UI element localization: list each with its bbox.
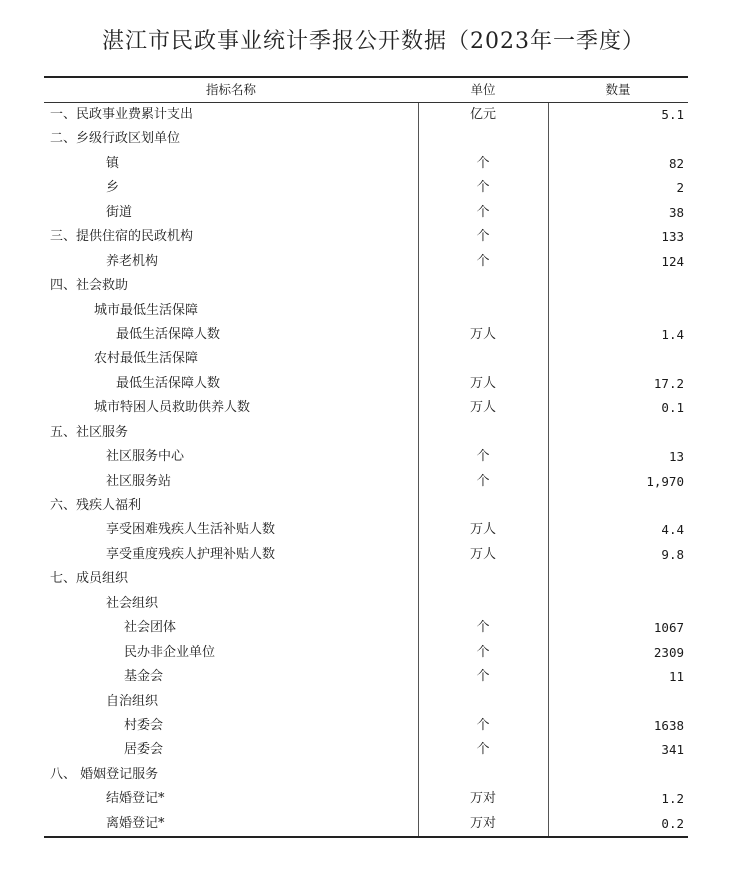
table-row	[44, 518, 688, 542]
row-value: 5.1	[661, 107, 684, 122]
table-row	[44, 445, 688, 469]
row-unit: 个	[476, 229, 490, 245]
statistics-table	[44, 76, 688, 838]
table-header	[44, 78, 688, 102]
table-row	[44, 250, 688, 274]
row-name: 自治组织	[106, 693, 159, 709]
row-name: 养老机构	[106, 253, 159, 269]
table-row	[44, 372, 688, 396]
row-value: 82	[668, 155, 684, 171]
table-bottom-rule	[44, 836, 688, 838]
table-row	[44, 567, 688, 591]
row-unit: 个	[476, 473, 490, 489]
table-row	[44, 543, 688, 567]
row-value: 2	[676, 180, 684, 196]
row-name: 三、提供住宿的民政机构	[50, 229, 194, 245]
row-unit: 万人	[469, 326, 496, 342]
row-unit: 万对	[469, 815, 496, 831]
row-name: 享受困难残疾人生活补贴人数	[106, 522, 276, 538]
table-row	[44, 714, 688, 738]
row-value: 341	[661, 742, 684, 758]
row-name: 居委会	[124, 742, 164, 758]
row-unit: 个	[476, 180, 490, 196]
row-value: 1,970	[646, 473, 684, 489]
table-row	[44, 738, 688, 762]
row-name: 社会团体	[124, 620, 177, 636]
table-row	[44, 787, 688, 811]
header-unit: 单位	[470, 82, 496, 97]
table-row	[44, 470, 688, 494]
row-name: 六、残疾人福利	[50, 498, 142, 513]
row-name: 七、成员组织	[50, 571, 129, 587]
row-unit: 万对	[469, 791, 496, 807]
row-name: 基金会	[124, 669, 164, 685]
row-value: 11	[668, 669, 684, 685]
row-unit: 个	[476, 669, 490, 685]
table-row	[44, 201, 688, 225]
table-row	[44, 763, 688, 787]
row-value: 124	[661, 253, 684, 269]
row-unit: 个	[476, 155, 490, 171]
row-name: 农村最低生活保障	[94, 351, 199, 367]
header-value: 数量	[605, 82, 631, 97]
table-row	[44, 421, 688, 445]
table-row	[44, 176, 688, 200]
row-unit: 个	[476, 644, 490, 660]
table-row	[44, 347, 688, 371]
row-value: 1638	[653, 717, 684, 733]
table-row	[44, 323, 688, 347]
row-unit: 万人	[469, 522, 496, 538]
row-name: 最低生活保障人数	[116, 326, 221, 342]
row-unit: 万人	[469, 546, 496, 562]
table-row	[44, 225, 688, 249]
row-name: 结婚登记*	[106, 791, 165, 807]
table-row	[44, 616, 688, 640]
row-value: 0.2	[661, 815, 684, 831]
table-row	[44, 396, 688, 420]
row-name: 五、社区服务	[50, 424, 129, 440]
row-value: 1.4	[661, 326, 684, 342]
row-value: 1.2	[661, 791, 684, 807]
row-name: 街道	[106, 204, 133, 220]
table-body	[44, 103, 688, 836]
row-unit: 个	[476, 717, 490, 733]
row-unit: 万人	[469, 400, 496, 416]
page-title: 湛江市民政事业统计季报公开数据（2023年一季度）	[102, 29, 645, 54]
row-name: 最低生活保障人数	[116, 375, 221, 391]
row-value: 9.8	[661, 546, 684, 562]
row-unit: 亿元	[469, 107, 496, 122]
row-name: 社区服务站	[106, 473, 172, 489]
table-row	[44, 641, 688, 665]
table-row	[44, 152, 688, 176]
row-value: 4.4	[661, 522, 684, 538]
row-unit: 个	[476, 253, 490, 269]
row-name: 镇	[106, 155, 120, 171]
row-name: 民办非企业单位	[124, 644, 216, 660]
table-row	[44, 812, 688, 836]
row-unit: 个	[476, 204, 490, 220]
row-name: 村委会	[124, 717, 164, 733]
row-unit: 个	[476, 449, 490, 465]
row-name: 离婚登记*	[106, 815, 165, 831]
row-name: 四、社会救助	[50, 278, 129, 294]
row-value: 0.1	[661, 400, 684, 416]
row-name: 八、 婚姻登记服务	[50, 766, 159, 782]
header-name: 指标名称	[205, 82, 256, 97]
row-value: 1067	[653, 620, 684, 636]
row-name: 享受重度残疾人护理补贴人数	[106, 546, 276, 562]
row-name: 社会组织	[106, 595, 159, 611]
row-name: 一、民政事业费累计支出	[50, 107, 194, 122]
table-row	[44, 665, 688, 689]
row-value: 2309	[653, 644, 684, 660]
row-name: 城市特困人员救助供养人数	[94, 400, 251, 416]
table-row	[44, 103, 688, 127]
table-row	[44, 299, 688, 323]
row-name: 乡	[106, 180, 120, 196]
row-value: 38	[668, 204, 684, 220]
row-value: 133	[661, 229, 684, 245]
row-unit: 万人	[469, 375, 496, 391]
row-unit: 个	[476, 620, 490, 636]
row-name: 城市最低生活保障	[94, 302, 199, 318]
table-row	[44, 127, 688, 151]
table-row	[44, 494, 688, 518]
row-name: 社区服务中心	[106, 449, 185, 465]
table-row	[44, 592, 688, 616]
row-value: 17.2	[653, 375, 684, 391]
row-value: 13	[668, 449, 684, 465]
row-name: 二、乡级行政区划单位	[50, 131, 181, 147]
table-row	[44, 274, 688, 298]
table-row	[44, 690, 688, 714]
row-unit: 个	[476, 742, 490, 758]
